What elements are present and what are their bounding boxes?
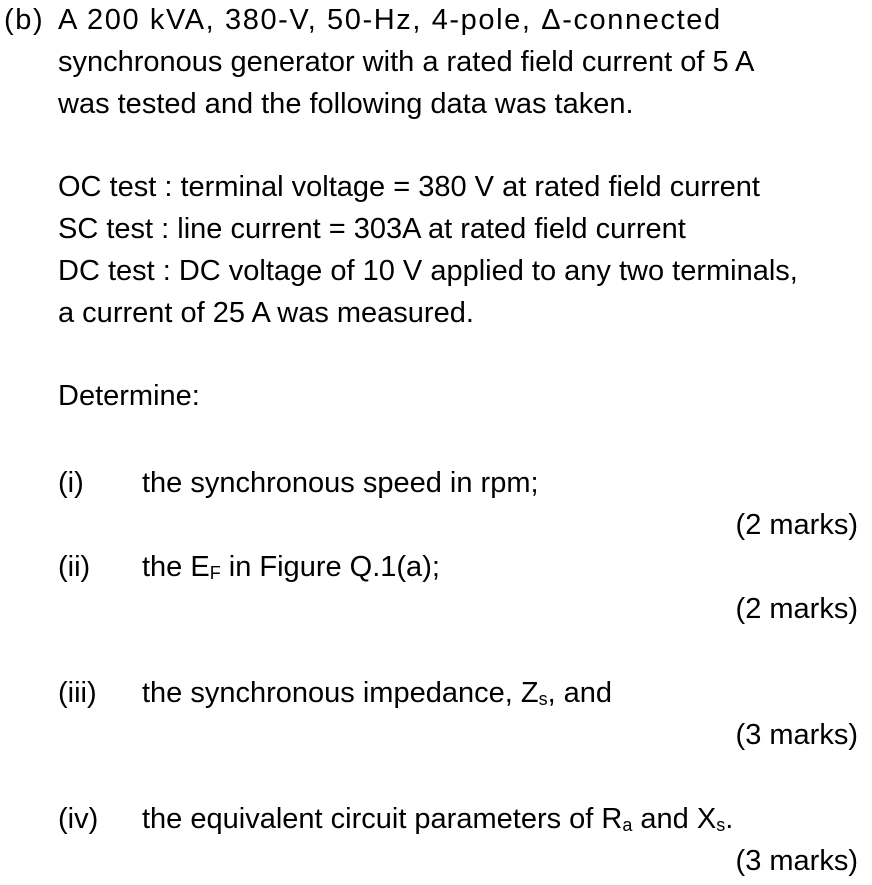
question-intro-line-3: was tested and the following data was taken. [58,88,634,120]
dc-test-line-2: a current of 25 A was measured. [58,297,474,329]
ef-subscript: F [209,563,221,583]
ra-subscript: a [622,815,633,835]
question-intro-line-1: A 200 kVA, 380-V, 50-Hz, 4-pole, Δ-connected [58,4,722,36]
xs-subscript: s [716,815,726,835]
dc-test-line-1: DC test : DC voltage of 10 V applied to any two terminals, [58,255,798,287]
part-i-text: the synchronous speed in rpm; [142,467,539,499]
part-iii-text: the synchronous impedance, $Z_s$, and [142,677,613,709]
part-i-number: (i) [58,467,84,499]
part-i-marks: (2 marks) [735,509,858,541]
part-ii-number: (ii) [58,551,91,583]
part-iv-marks: (3 marks) [735,845,858,877]
zs-subscript: s [538,689,548,709]
question-intro-line-2: synchronous generator with a rated field current of 5 A [58,46,755,78]
part-iv-number: (iv) [58,803,99,835]
part-iii-number: (iii) [58,677,97,709]
oc-test-line: OC test : terminal voltage = 380 V at rated field current [58,171,760,203]
sc-test-line: SC test : line current = 303A at rated field current [58,213,686,245]
part-iii-marks: (3 marks) [735,719,858,751]
part-ii-marks: (2 marks) [735,593,858,625]
part-iv-text: the equivalent circuit parameters of $R_a$ and $X_s$. [142,803,734,835]
determine-heading: Determine: [58,380,200,412]
part-ii-text: the $E_F$ in Figure Q.1(a); [142,551,440,583]
question-label: (b) [4,4,45,36]
